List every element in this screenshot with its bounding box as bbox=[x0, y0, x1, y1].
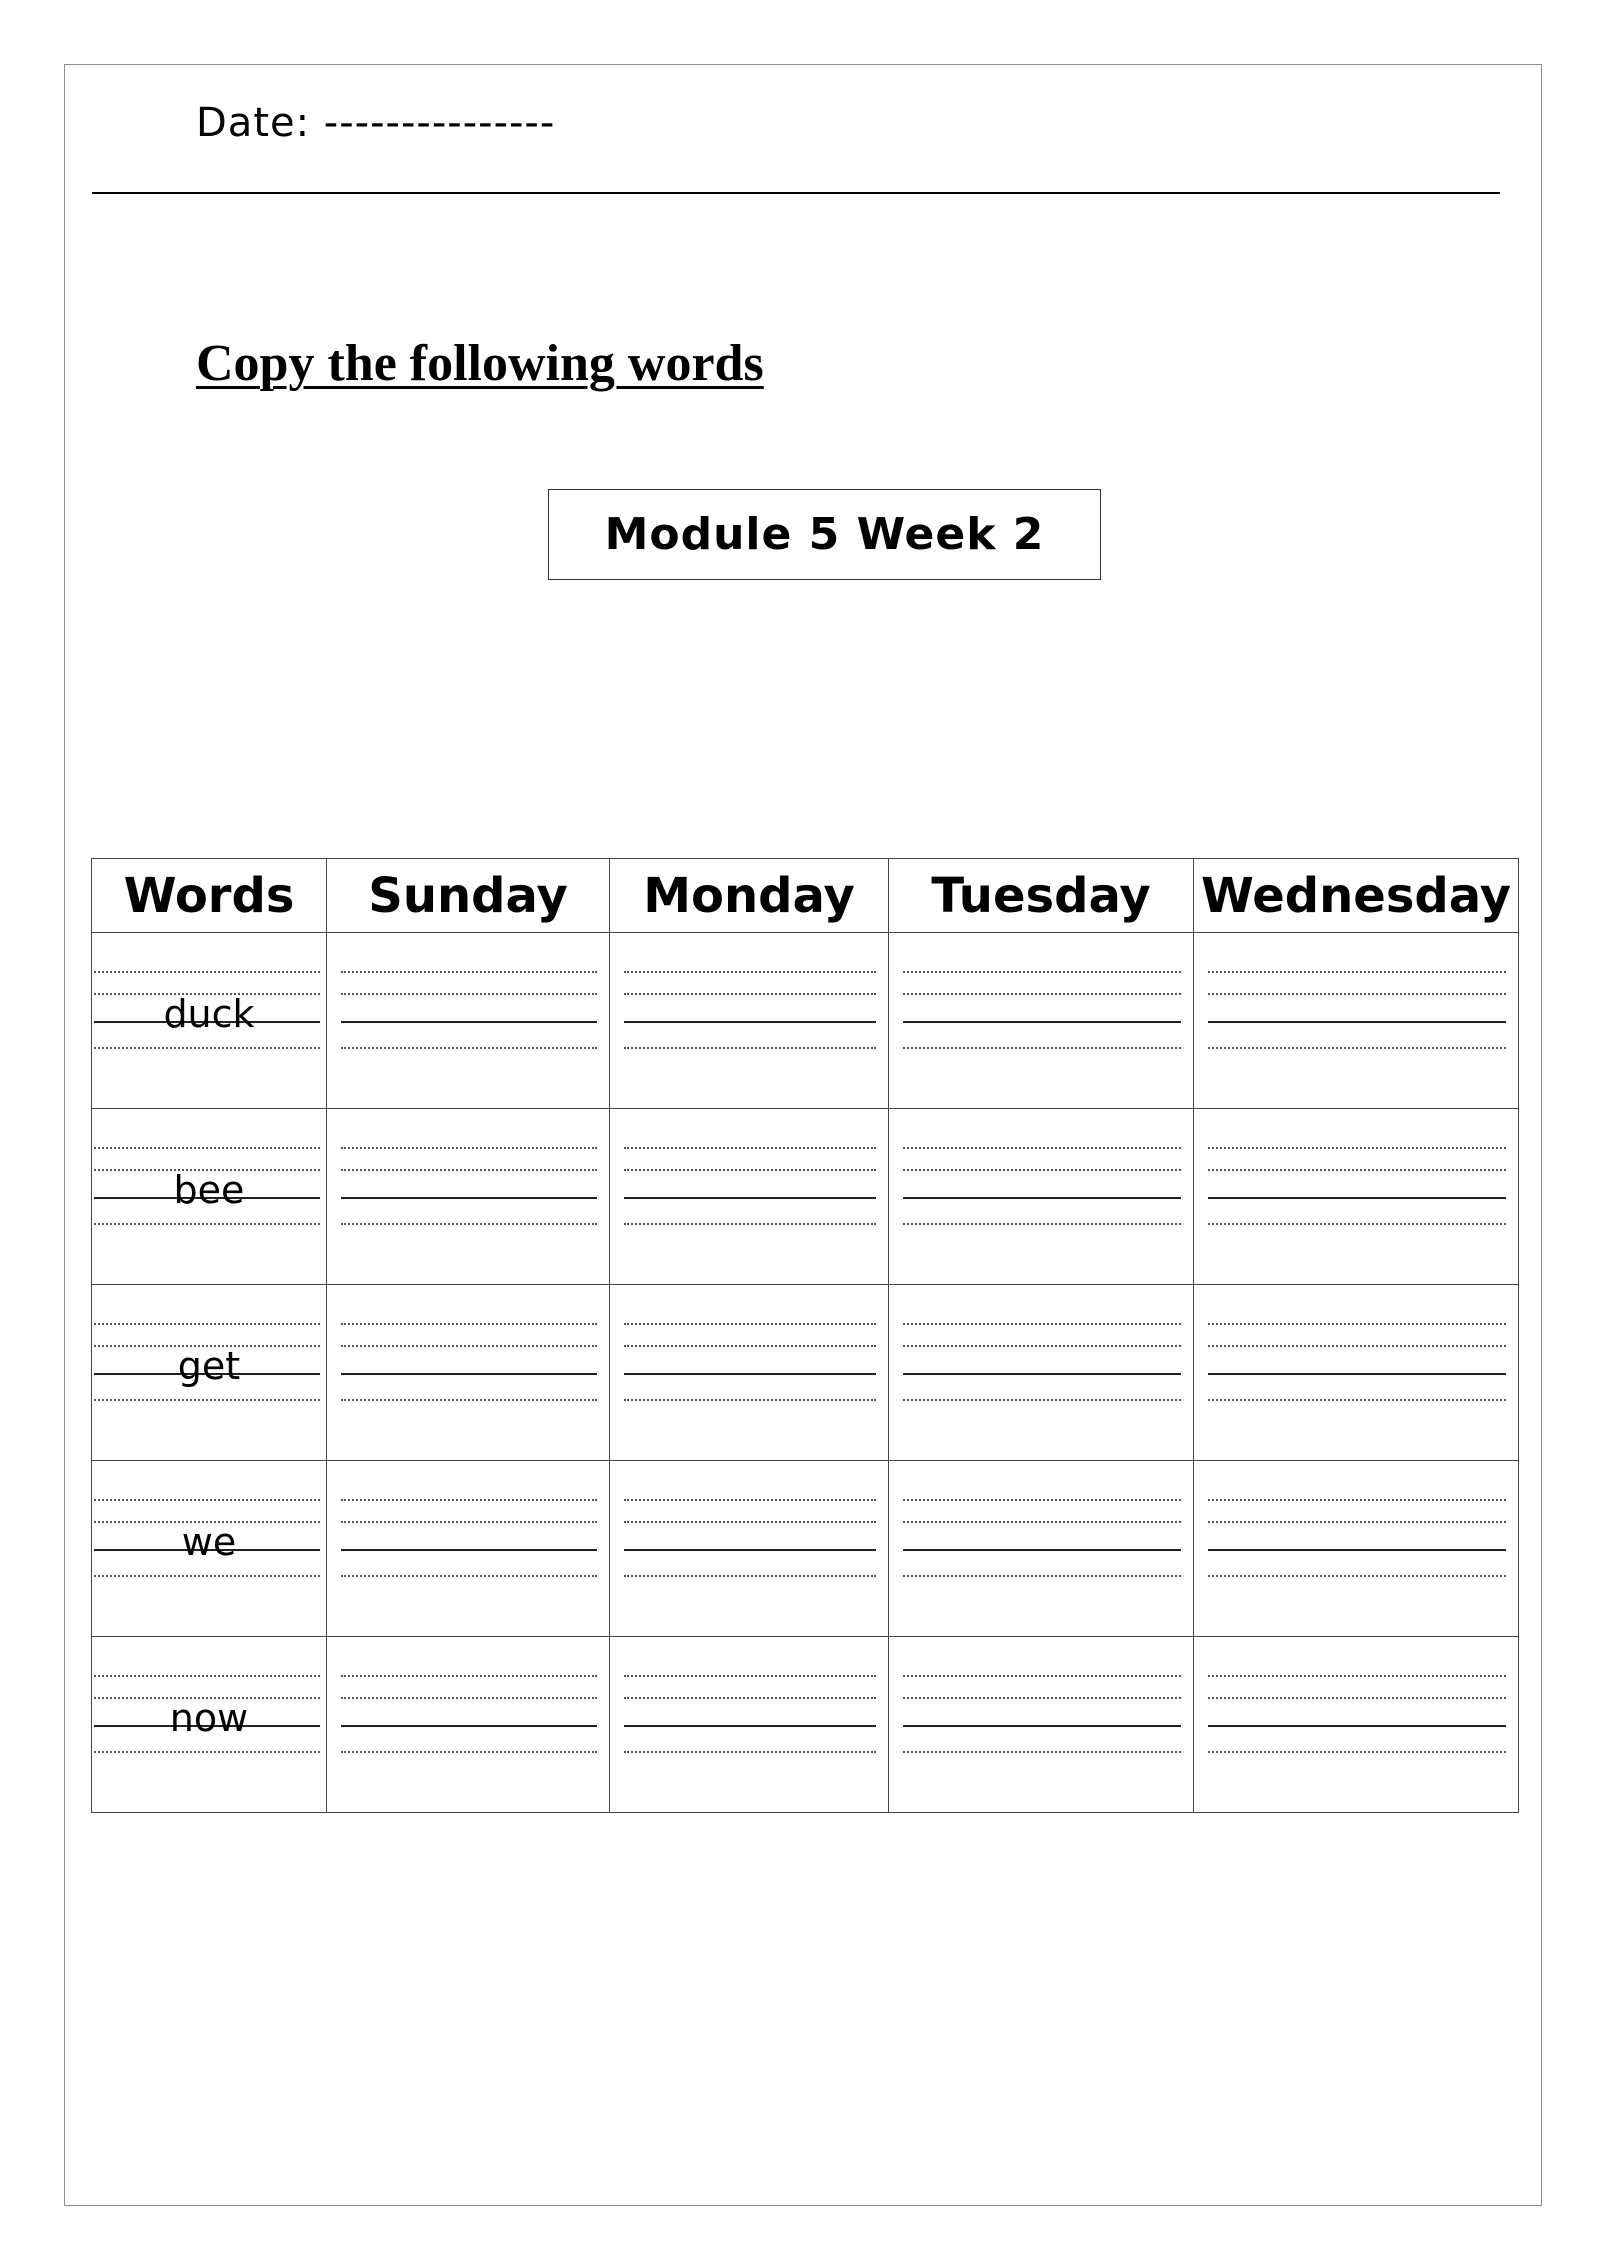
writing-cell-sunday[interactable] bbox=[327, 933, 610, 1109]
writing-cell-sunday[interactable] bbox=[327, 1637, 610, 1813]
word-practice-table bbox=[91, 858, 1519, 1813]
writing-cell-tuesday[interactable] bbox=[889, 1637, 1194, 1813]
writing-cell-monday[interactable] bbox=[610, 933, 889, 1109]
writing-cell-tuesday[interactable] bbox=[889, 1109, 1194, 1285]
writing-cell-wednesday[interactable] bbox=[1194, 1109, 1519, 1285]
module-label-box: Module 5 Week 2 bbox=[548, 489, 1101, 580]
date-field: Date: --------------- bbox=[196, 100, 556, 146]
writing-cell-wednesday[interactable] bbox=[1194, 1285, 1519, 1461]
table-row bbox=[92, 933, 1519, 1109]
handwriting-lines bbox=[1208, 1675, 1506, 1761]
writing-cell-wednesday[interactable] bbox=[1194, 1461, 1519, 1637]
writing-cell-tuesday[interactable] bbox=[889, 933, 1194, 1109]
handwriting-lines bbox=[341, 1675, 597, 1761]
table-header-row bbox=[92, 859, 1519, 933]
writing-cell-wednesday[interactable] bbox=[1194, 933, 1519, 1109]
practice-word: duck bbox=[163, 992, 255, 1036]
handwriting-lines bbox=[341, 971, 597, 1057]
table-row bbox=[92, 1109, 1519, 1285]
writing-cell-sunday[interactable] bbox=[327, 1285, 610, 1461]
practice-word: bee bbox=[173, 1168, 245, 1212]
column-header-monday: Monday bbox=[610, 859, 889, 933]
table-row bbox=[92, 1637, 1519, 1813]
handwriting-lines bbox=[341, 1323, 597, 1409]
handwriting-lines bbox=[624, 1499, 876, 1585]
word-cell bbox=[92, 1285, 327, 1461]
handwriting-lines bbox=[341, 1499, 597, 1585]
writing-cell-monday[interactable] bbox=[610, 1109, 889, 1285]
handwriting-lines bbox=[624, 971, 876, 1057]
writing-cell-monday[interactable] bbox=[610, 1637, 889, 1813]
handwriting-lines bbox=[1208, 1499, 1506, 1585]
handwriting-lines bbox=[341, 1147, 597, 1233]
column-header-words: Words bbox=[92, 859, 327, 933]
handwriting-lines bbox=[903, 1147, 1181, 1233]
handwriting-lines bbox=[903, 1675, 1181, 1761]
word-cell bbox=[92, 1637, 327, 1813]
handwriting-lines bbox=[903, 1499, 1181, 1585]
page-title: Copy the following words bbox=[196, 335, 764, 392]
table-row bbox=[92, 1461, 1519, 1637]
table-row bbox=[92, 1285, 1519, 1461]
handwriting-lines bbox=[1208, 1147, 1506, 1233]
writing-cell-sunday[interactable] bbox=[327, 1461, 610, 1637]
practice-word: we bbox=[181, 1520, 237, 1564]
writing-cell-tuesday[interactable] bbox=[889, 1285, 1194, 1461]
handwriting-lines bbox=[903, 1323, 1181, 1409]
handwriting-lines bbox=[624, 1675, 876, 1761]
column-header-tuesday: Tuesday bbox=[889, 859, 1194, 933]
practice-word: now bbox=[169, 1696, 249, 1740]
handwriting-lines bbox=[1208, 971, 1506, 1057]
practice-word: get bbox=[177, 1344, 241, 1388]
header-divider bbox=[92, 192, 1500, 194]
word-cell bbox=[92, 1461, 327, 1637]
writing-cell-tuesday[interactable] bbox=[889, 1461, 1194, 1637]
handwriting-lines bbox=[903, 971, 1181, 1057]
writing-cell-wednesday[interactable] bbox=[1194, 1637, 1519, 1813]
handwriting-lines bbox=[624, 1147, 876, 1233]
column-header-wednesday: Wednesday bbox=[1194, 859, 1519, 933]
word-cell bbox=[92, 1109, 327, 1285]
writing-cell-monday[interactable] bbox=[610, 1285, 889, 1461]
column-header-sunday: Sunday bbox=[327, 859, 610, 933]
handwriting-lines bbox=[624, 1323, 876, 1409]
handwriting-lines bbox=[1208, 1323, 1506, 1409]
writing-cell-sunday[interactable] bbox=[327, 1109, 610, 1285]
word-cell bbox=[92, 933, 327, 1109]
writing-cell-monday[interactable] bbox=[610, 1461, 889, 1637]
